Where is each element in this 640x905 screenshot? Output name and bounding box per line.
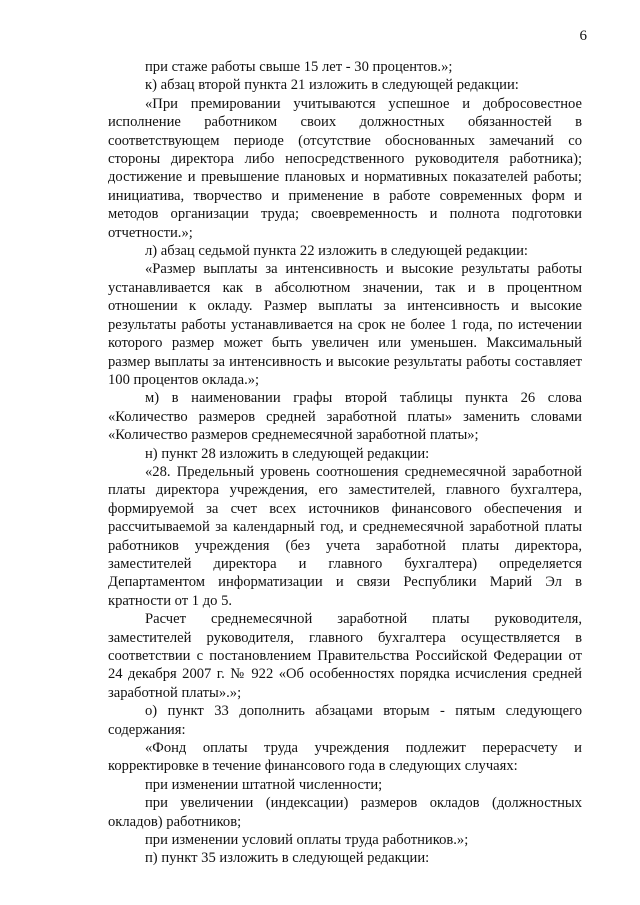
document-body xyxy=(108,58,582,868)
paragraph: «Фонд оплаты труда учреждения подлежит перерасчету и корректировке в течение финансового года в следующих случаях: xyxy=(108,740,582,775)
paragraph: при стаже работы свыше 15 лет - 30 процентов.»; xyxy=(145,59,453,75)
paragraph: к) абзац второй пункта 21 изложить в следующей редакции: xyxy=(145,77,519,94)
paragraph: п) пункт 35 изложить в следующей редакции: xyxy=(145,850,430,867)
paragraph: о) пункт 33 дополнить абзацами вторым - пятым следующего содержания: xyxy=(108,703,582,738)
paragraph: «При премировании учитываются успешное и добросовестное исполнение работником своих должностных обязанностей в соответствующем периоде (отсутствие обоснованных замечаний со стороны директора либо непосредственного руководителя работника); достижение и превышение плановых и нормативных показателей работы; инициатива, творчество и применение в работе современных форм и методов организации труда; своевременность и полнота подготовки отчетности.»; xyxy=(108,95,582,241)
paragraph: л) абзац седьмой пункта 22 изложить в следующей редакции: xyxy=(145,243,528,260)
page-number: 6 xyxy=(579,28,587,44)
paragraph: «Размер выплаты за интенсивность и высокие результаты работы устанавливается как в абсолютном значении, так и в процентном отношении к окладу. Размер выплаты за интенсивность и высокие результаты работы устанавливается на срок не более 1 года, по истечении которого размер может быть увеличен или уменьшен. Максимальный размер выплаты за интенсивность и высокие результаты работы составляет 100 процентов оклада.»; xyxy=(108,261,582,388)
paragraph: при увеличении (индексации) размеров окладов (должностных окладов) работников; xyxy=(108,795,582,830)
paragraph: «28. Предельный уровень соотношения среднемесячной заработной платы директора учреждения, его заместителей, главного бухгалтера, формируемой за счет всех источников финансового обеспечения и рассчитываемой за календарный год, и среднемесячной заработной платы работников учреждения (без учета заработной платы директора, заместителей директора и главного бухгалтера) определяется Департаментом информатизации и связи Республики Марий Эл в кратности от 1 до 5. xyxy=(108,463,582,609)
paragraph: н) пункт 28 изложить в следующей редакции: xyxy=(145,445,430,462)
paragraph: при изменении штатной численности; xyxy=(145,776,383,793)
paragraph: Расчет среднемесячной заработной платы руководителя, заместителей руководителя, главного бухгалтера осуществляется в соответствии с постановлением Правительства Российской Федерации от 24 декабря 2007 г. № 922 «Об особенностях порядка исчисления средней заработной платы».»; xyxy=(108,611,582,701)
paragraph: при изменении условий оплаты труда работников.»; xyxy=(145,832,469,849)
paragraph: м) в наименовании графы второй таблицы пункта 26 слова «Количество размеров средней заработной платы» заменить словами «Количество размеров среднемесячной заработной платы»; xyxy=(108,390,582,444)
